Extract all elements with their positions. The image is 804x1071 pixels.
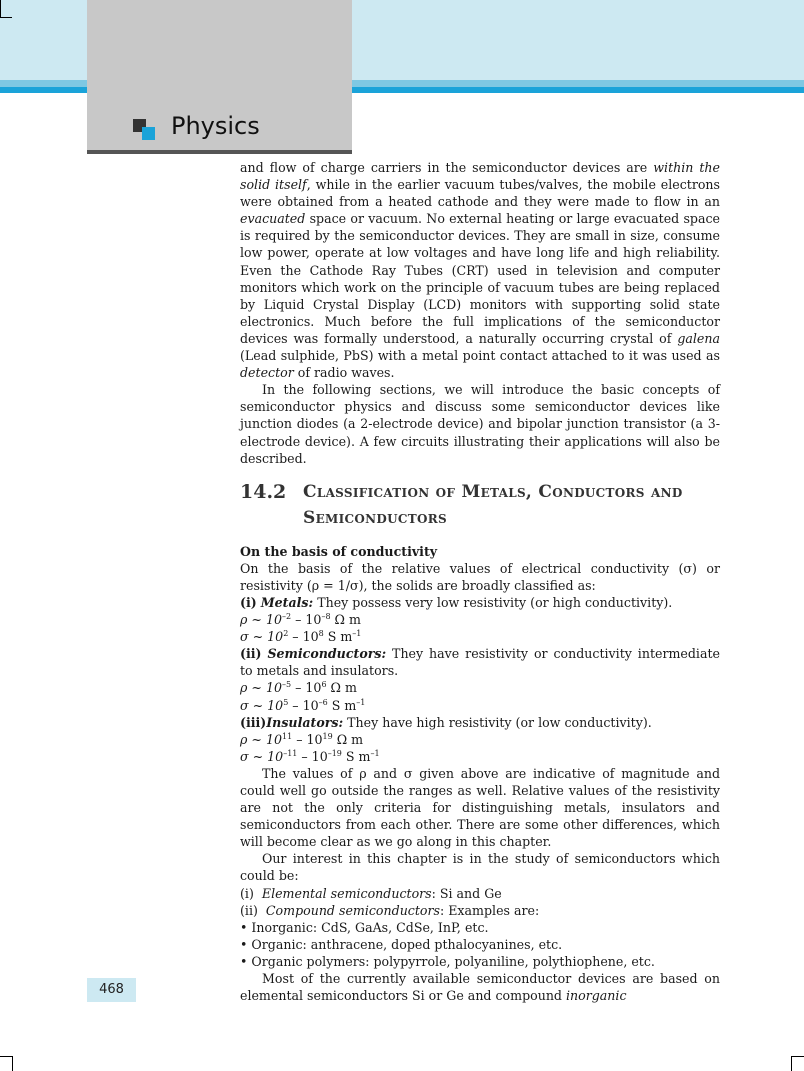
paragraph: On the basis of the relative values of electrical conductivity (σ) or resistivity (ρ = 1/σ), the solids are broadly classified as:	[240, 560, 720, 593]
crop-mark	[791, 1056, 792, 1071]
formula: ρ ~ $10^{11} - 10^{19}$ Ω m	[240, 731, 364, 747]
list-item-compound: (ii) Compound semiconductors: Examples are:	[240, 902, 540, 918]
section-title: Classification of Metals, Conductors and Semiconductors	[303, 481, 683, 528]
bullet-item: • Inorganic: CdS, GaAs, CdSe, InP, etc.	[240, 919, 489, 935]
bullet-item: • Organic polymers: polypyrrole, polyaniline, polythiophene, etc.	[240, 953, 655, 969]
list-item-semiconductors: (ii) Semiconductors: They have resistivity or conductivity intermediate to metals and insulators.	[240, 646, 720, 679]
crop-mark	[791, 1056, 804, 1057]
paragraph: Our interest in this chapter is in the study of semiconductors which could be:	[240, 851, 720, 884]
crop-mark	[0, 0, 1, 18]
intro-paragraph: and flow of charge carriers in the semiconductor devices are within the solid itself, while in the earlier vacuum tubes/valves, the mobile electrons were obtained from a heated cathode and they were made to flow in an evacuated space or vacuum. No external heating or large evacuated space is required by the semiconductor devices. They are small in size, consume low power, operate at low voltages and have long life and high reliability. Even the Cathode Ray Tubes (CRT) used in television and computer monitors which work on the principle of vacuum tubes are being replaced by Liquid Crystal Display (LCD) monitors with supporting solid state electronics. Much before the full implications of the semiconductor devices was formally understood, a naturally occurring crystal of galena (Lead sulphide, PbS) with a metal point contact attached to it was used as detector of radio waves.	[240, 160, 720, 381]
subject-title: Physics	[171, 112, 260, 140]
subheading: On the basis of conductivity	[240, 543, 438, 559]
bullet-item: • Organic: anthracene, doped pthalocyanines, etc.	[240, 936, 563, 952]
list-item-elemental: (i) Elemental semiconductors: Si and Ge	[240, 885, 502, 901]
page-number: 468	[87, 978, 136, 1002]
formula: σ ~ $10^5 - 10^{-6}$ S $m^{-1}$	[240, 697, 366, 713]
crop-mark	[12, 1056, 13, 1071]
list-item-metals: (i) Metals: They possess very low resistivity (or high conductivity).	[240, 594, 673, 610]
paragraph: In the following sections, we will introduce the basic concepts of semiconductor physics and discuss some semiconductor devices like junction diodes (a 2-electrode device) and bipolar junction transistor (a 3-electrode device). A few circuits illustrating their applications will also be described.	[240, 382, 720, 466]
section-heading	[240, 479, 720, 531]
crop-mark	[0, 1056, 12, 1057]
formula: σ ~ $10^2 - 10^8$ S $m^{-1}$	[240, 628, 362, 645]
header-rule	[87, 150, 352, 154]
crop-mark	[0, 17, 12, 18]
list-item-insulators: (iii)Insulators: They have high resistivity (or low conductivity).	[240, 714, 652, 730]
paragraph: Most of the currently available semiconductor devices are based on elemental semiconductors Si or Ge and compound inorganic	[240, 971, 720, 1004]
subject-logo-icon	[133, 119, 155, 141]
formula: ρ ~ $10^{-2} - 10^{-8}$ Ω m	[240, 611, 361, 628]
formula: ρ ~ $10^{-5} - 10^6$ Ω m	[240, 680, 357, 696]
section-number: 14.2	[240, 480, 287, 503]
page-content	[240, 159, 720, 1004]
formula: σ ~ $10^{-11} - 10^{-19}$ S $m^{-1}$	[240, 748, 380, 764]
paragraph: The values of ρ and σ given above are indicative of magnitude and could well go outside the ranges as well. Relative values of the resistivity are not the only criteria for distinguishing metals, insulators and semiconductors from each other. There are some other differences, which will become clear as we go along in this chapter.	[240, 765, 720, 850]
